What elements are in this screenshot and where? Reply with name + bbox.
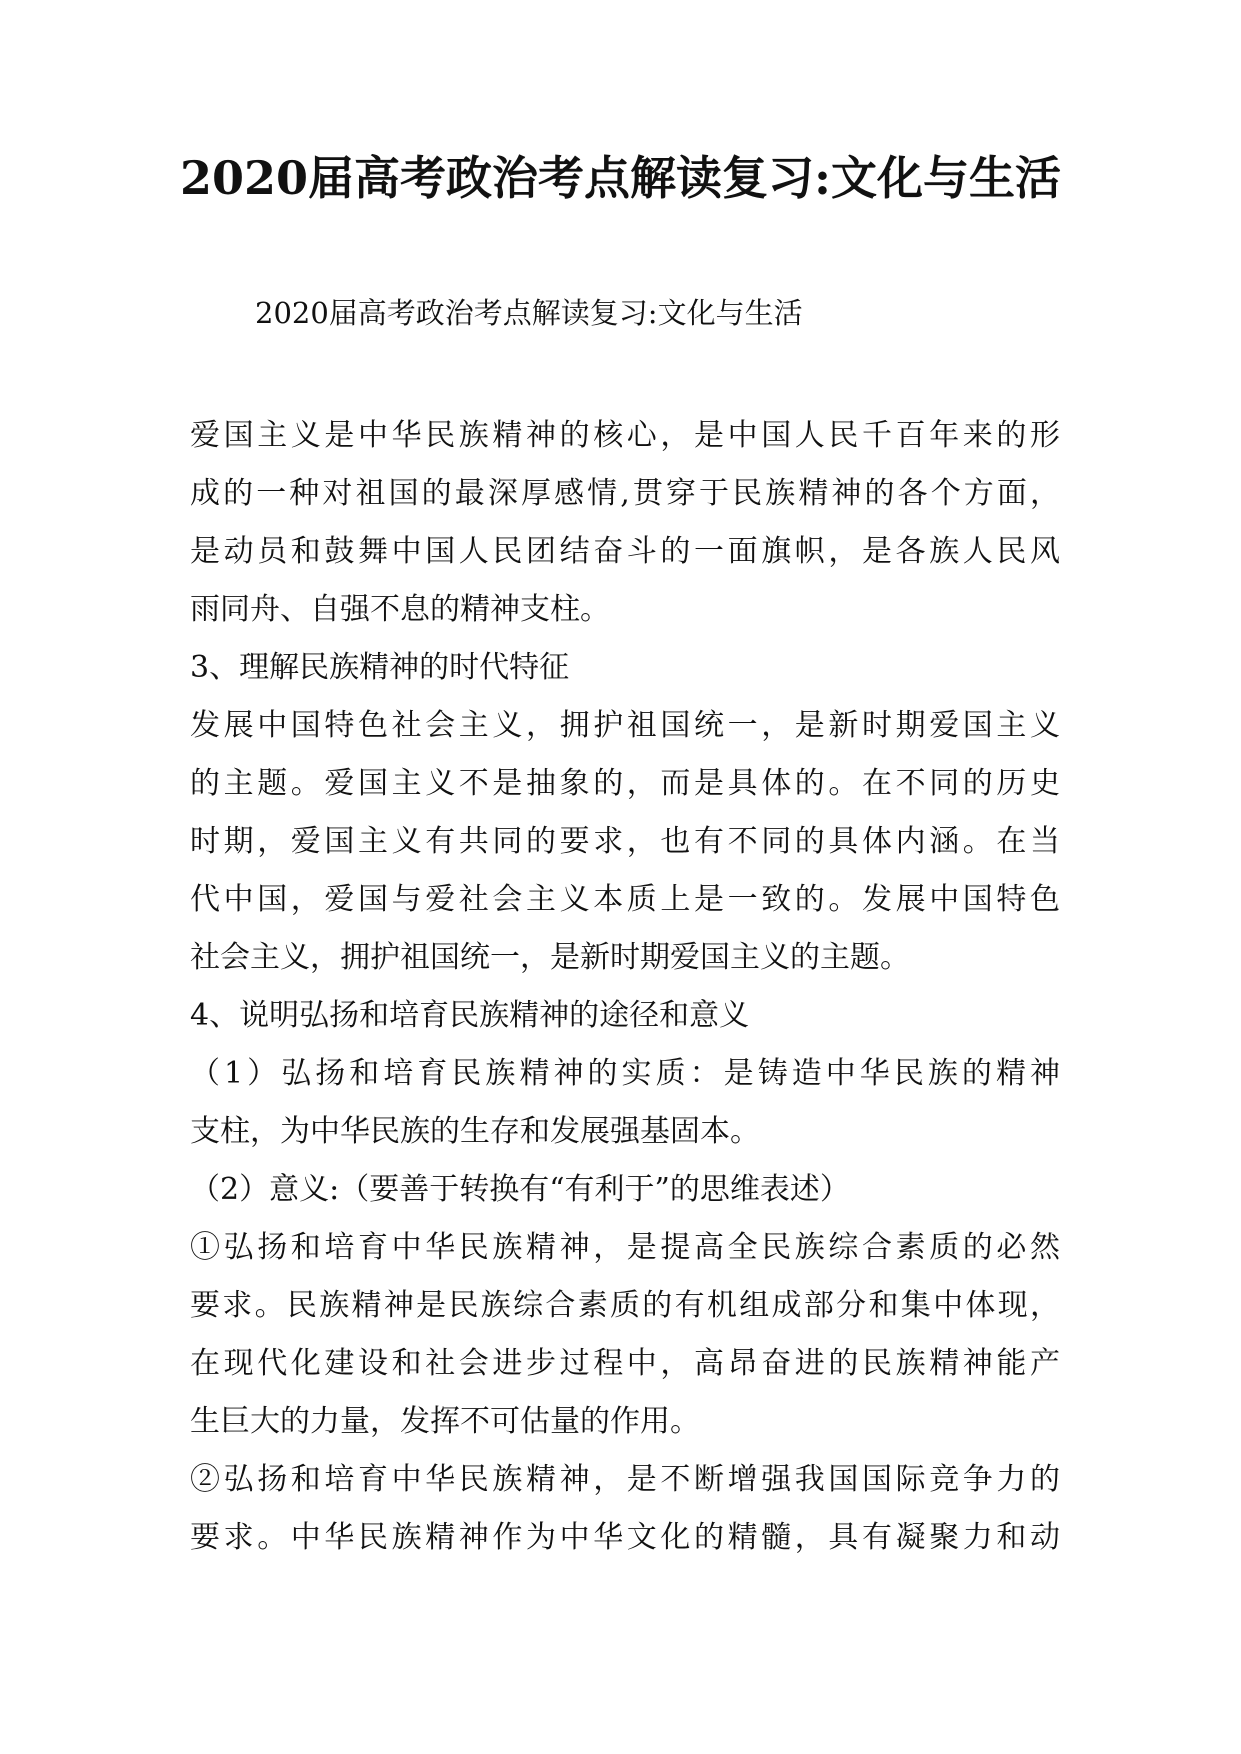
text-line: 代中国，爱国与爱社会主义本质上是一致的。发展中国特色 — [190, 882, 1060, 917]
text-line: 成的一种对祖国的最深厚感情,贯穿于民族精神的各个方面， — [190, 476, 1060, 511]
document-subtitle: 2020届高考政治考点解读复习:文化与生活 — [255, 296, 803, 330]
text-line: 的主题。爱国主义不是抽象的，而是具体的。在不同的历史 — [190, 766, 1060, 801]
text-line: ①弘扬和培育中华民族精神，是提高全民族综合素质的必然 — [190, 1230, 1060, 1265]
section-heading: 3、理解民族精神的时代特征 — [190, 650, 570, 685]
text-line: 要求。中华民族精神作为中华文化的精髓，具有凝聚力和动 — [190, 1520, 1060, 1555]
text-line: 要求。民族精神是民族综合素质的有机组成部分和集中体现， — [190, 1288, 1060, 1323]
text-line: 在现代化建设和社会进步过程中，高昂奋进的民族精神能产 — [190, 1346, 1060, 1381]
text-line: 生巨大的力量，发挥不可估量的作用。 — [190, 1404, 700, 1439]
text-line: 社会主义，拥护祖国统一，是新时期爱国主义的主题。 — [190, 940, 910, 975]
text-line: 支柱，为中华民族的生存和发展强基固本。 — [190, 1114, 760, 1149]
text-line: 爱国主义是中华民族精神的核心，是中国人民千百年来的形 — [190, 418, 1060, 453]
text-line: 雨同舟、自强不息的精神支柱。 — [190, 592, 610, 627]
text-line: （1）弘扬和培育民族精神的实质：是铸造中华民族的精神 — [190, 1056, 1060, 1091]
text-line: 时期，爱国主义有共同的要求，也有不同的具体内涵。在当 — [190, 824, 1060, 859]
text-line: （2）意义:（要善于转换有“有利于”的思维表述） — [190, 1172, 850, 1207]
document-title: 2020届高考政治考点解读复习:文化与生活 — [179, 151, 1061, 205]
document-body — [190, 407, 1060, 1567]
text-line: 发展中国特色社会主义，拥护祖国统一，是新时期爱国主义 — [190, 708, 1060, 743]
text-line: ②弘扬和培育中华民族精神，是不断增强我国国际竞争力的 — [190, 1462, 1060, 1497]
text-line: 是动员和鼓舞中国人民团结奋斗的一面旗帜，是各族人民风 — [190, 534, 1060, 569]
section-heading: 4、说明弘扬和培育民族精神的途径和意义 — [190, 998, 750, 1033]
